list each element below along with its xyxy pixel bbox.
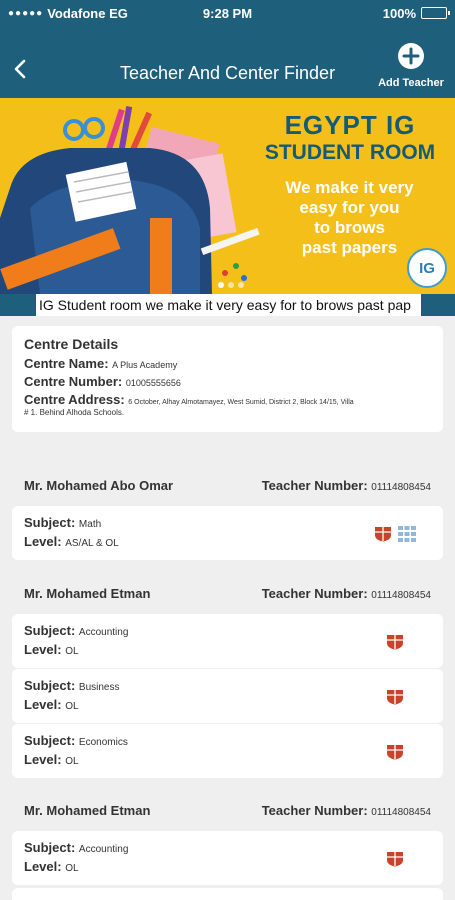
centre-number-label: Centre Number: — [24, 374, 123, 389]
centre-number[interactable]: 01005555656 — [125, 378, 181, 388]
teacher-number[interactable]: 01114808454 — [371, 806, 431, 818]
centre-details-card — [12, 326, 443, 432]
teacher-number-label: Teacher Number: — [261, 477, 368, 493]
cambridge-crest-icon — [374, 526, 392, 542]
subject-label: Subject: — [24, 678, 76, 693]
centre-address-cont: # 1. Behind Alhoda Schools. — [24, 408, 125, 417]
level-line — [24, 859, 431, 874]
level-label: Level: — [24, 534, 62, 549]
subject-value: Math — [78, 519, 102, 530]
carrier-name: Vodafone EG — [47, 5, 128, 21]
subject-line — [24, 733, 431, 748]
teacher-number-label: Teacher Number: — [261, 585, 368, 601]
subject-line — [24, 678, 431, 693]
banner-tagline-line: We make it very — [285, 178, 414, 197]
subject-row[interactable] — [12, 724, 443, 778]
cambridge-crest-icon — [386, 744, 404, 760]
teacher-number-row — [262, 803, 431, 818]
banner-headline-1: EGYPT IG — [284, 110, 416, 140]
subject-value: Accounting — [78, 844, 129, 855]
cambridge-crest-icon — [386, 851, 404, 867]
level-value: AS/AL & OL — [65, 538, 119, 549]
news-ticker — [0, 294, 455, 316]
banner-tagline — [262, 178, 437, 258]
subject-label: Subject: — [24, 515, 76, 530]
subject-value: Business — [78, 682, 120, 693]
battery-percent: 100% — [382, 5, 416, 21]
ticker-text: IG Student room we make it very easy for to brows past pap — [36, 294, 421, 316]
teacher-header — [12, 572, 443, 614]
banner-pager[interactable] — [218, 282, 244, 288]
status-time: 9:28 PM — [202, 5, 253, 21]
level-label: Level: — [24, 859, 62, 874]
banner-tagline-line: easy for you — [299, 198, 400, 217]
level-value: OL — [65, 701, 79, 712]
level-line — [24, 697, 431, 712]
level-label: Level: — [24, 697, 62, 712]
school-supplies-image — [0, 98, 260, 294]
centre-name-label: Centre Name: — [24, 356, 109, 371]
centre-address-row — [24, 392, 431, 407]
teacher-number[interactable]: 01114808454 — [371, 481, 431, 493]
banner-headline — [255, 110, 445, 165]
pager-dot[interactable] — [238, 282, 244, 288]
subject-value: Accounting — [78, 627, 129, 638]
centre-number-row — [24, 374, 431, 389]
plus-circle-icon — [397, 42, 425, 70]
teacher-header — [12, 464, 443, 506]
subject-label: Subject: — [24, 840, 76, 855]
subject-row[interactable] — [12, 669, 443, 723]
banner-tagline-line: to brows — [314, 218, 385, 237]
banner-tagline-line: past papers — [301, 238, 398, 257]
cambridge-crest-icon — [386, 634, 404, 650]
subject-line — [24, 623, 431, 638]
teacher-name: Mr. Mohamed Etman — [24, 585, 151, 601]
add-teacher-button[interactable] — [373, 42, 449, 89]
pager-dot[interactable] — [228, 282, 234, 288]
level-value: OL — [65, 863, 79, 874]
cambridge-crest-icon — [386, 689, 404, 705]
level-value: OL — [65, 756, 79, 767]
level-label: Level: — [24, 642, 62, 657]
teacher-number[interactable]: 01114808454 — [371, 589, 431, 601]
add-teacher-label: Add Teacher — [378, 77, 444, 89]
level-value: OL — [65, 646, 79, 657]
grid-dots-icon — [398, 526, 416, 542]
signal-icon: ●●●●● — [8, 7, 44, 19]
teacher-number-row — [262, 478, 431, 493]
teacher-name: Mr. Mohamed Abo Omar — [24, 477, 174, 493]
battery-status — [277, 6, 447, 21]
centre-heading: Centre Details — [24, 336, 119, 352]
carrier — [8, 6, 178, 21]
banner-headline-2: STUDENT ROOM — [264, 141, 436, 164]
pager-dot[interactable] — [218, 282, 224, 288]
subject-row[interactable] — [12, 888, 443, 900]
centre-address: 6 October, Alhay Almotamayez, West Sumid, District 2, Block 14/15, Villa — [128, 399, 354, 406]
level-line — [24, 752, 431, 767]
ig-logo: IG — [407, 248, 447, 288]
status-bar — [0, 0, 455, 26]
subject-row[interactable] — [12, 831, 443, 885]
subject-row[interactable] — [12, 506, 443, 560]
subject-label: Subject: — [24, 733, 76, 748]
subject-line — [24, 840, 431, 855]
centre-address-label: Centre Address: — [24, 392, 125, 407]
teacher-header — [12, 789, 443, 831]
teacher-number-row — [262, 586, 431, 601]
promo-banner[interactable] — [0, 98, 455, 294]
nav-bar — [0, 26, 455, 98]
centre-name-row — [24, 356, 431, 371]
subject-value: Economics — [78, 737, 128, 748]
teacher-name: Mr. Mohamed Etman — [24, 802, 151, 818]
subject-label: Subject: — [24, 623, 76, 638]
level-line — [24, 642, 431, 657]
teacher-number-label: Teacher Number: — [261, 802, 368, 818]
battery-icon — [421, 7, 447, 19]
level-line — [24, 534, 431, 549]
page-title: Teacher And Center Finder — [119, 63, 336, 83]
subject-row[interactable] — [12, 614, 443, 668]
subject-line — [24, 515, 431, 530]
level-label: Level: — [24, 752, 62, 767]
centre-name: A Plus Academy — [112, 360, 178, 370]
